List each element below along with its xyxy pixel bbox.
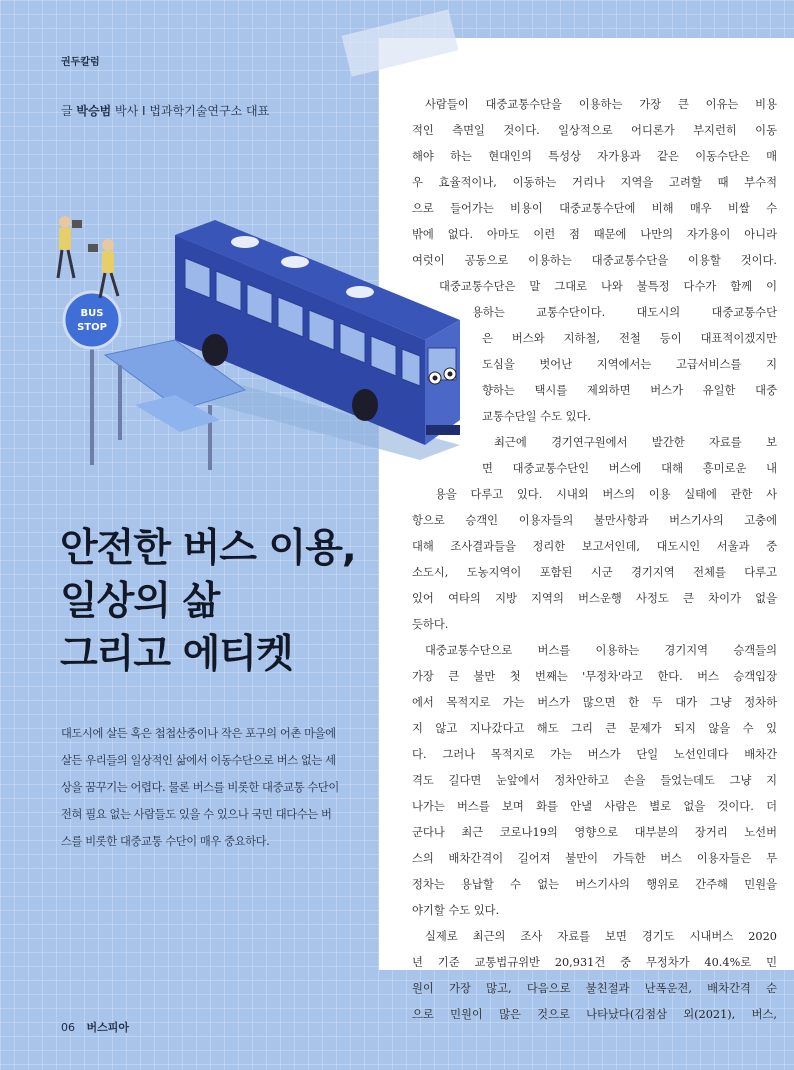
roof-vent (346, 286, 374, 298)
body-line: 격도 길다면 눈앞에서 정차안하고 손을 들었는데도 그냥 지 (412, 774, 777, 787)
bus-stop-sign (64, 292, 120, 348)
body-line: 밖에 없다. 아마도 이런 점 때문에 나만의 자가용이 아니라 (412, 228, 777, 241)
body-line: 가장 큰 불만 첫 번째는 '무정차'라고 한다. 버스 승객입장 (412, 670, 777, 683)
body-line: 소도시, 도농지역이 포함된 시군 경기지역 전체를 다루고 (412, 566, 777, 579)
body-line: 지 않고 지나갔다고 해도 그리 큰 문제가 되지 않을 수 있 (412, 722, 777, 735)
byline-author: 박승범 (76, 104, 112, 118)
body-line: 군다나 최근 코로나19의 영향으로 대부분의 장거리 노선버 (412, 826, 777, 839)
body-line: 다. 그러나 목적지로 가는 버스가 단일 노선인데다 배차간 (412, 748, 777, 761)
magazine-name: 버스피아 (86, 1021, 130, 1034)
section-tag: 권두칼럼 (61, 57, 100, 68)
body-line: 은 버스와 지하철, 전철 등이 대표적이겠지만 (482, 332, 777, 345)
roof-vent (281, 256, 309, 268)
byline (61, 102, 269, 119)
body-line: 에서 목적지로 가는 버스가 많으면 한 두 대가 그냥 정차하 (412, 696, 777, 709)
body-line: 년 기준 교통법규위반 20,931건 중 무정차가 40.4%로 민 (412, 956, 777, 969)
body-line: 스의 배차간격이 길어져 불만이 가득한 버스 이용자들은 무 (412, 852, 777, 865)
body-line: 면 대중교통수단인 버스에 대해 흥미로운 내 (482, 462, 777, 475)
body-line: 해야 하는 현대인의 특성상 자가용과 같은 이동수단은 매 (412, 150, 777, 163)
body-line: 도심을 벗어난 지역에서는 고급서비스를 지 (482, 358, 777, 371)
sign-text-bus: BUS (80, 308, 104, 319)
body-line: 대해 조사결과들을 정리한 보고서인데, 대도시인 서울과 중 (412, 540, 777, 553)
body-line: 실제로 최근의 조사 자료를 보면 경기도 시내버스 2020 (425, 930, 777, 943)
body-line: 최근에 경기연구원에서 발간한 자료를 보 (494, 436, 777, 449)
page-footer (61, 1019, 129, 1035)
body-line: 원이 가장 많고, 다음으로 불친절과 난폭운전, 배차간격 순 (412, 982, 777, 995)
bus-bumper (426, 425, 460, 435)
bus-stop-illustration (30, 200, 470, 490)
body-line: 나가는 버스를 보며 화를 안낼 사람은 별로 없을 것이다. 더 (412, 800, 777, 813)
body-line: 여럿이 공동으로 이용하는 대중교통수단을 이용할 것이다. (412, 254, 777, 267)
sign-text-stop: STOP (77, 322, 107, 333)
roof-vent (231, 236, 259, 248)
body-line: 용하는 교통수단이다. 대도시의 대중교통수단 (472, 306, 777, 319)
body-line: 야기할 수도 있다. (412, 904, 500, 917)
title-line: 그리고 에티켓 (60, 632, 293, 677)
byline-degree: 박사 (115, 104, 139, 118)
page-number: 06 (61, 1021, 75, 1034)
bus-wheel (352, 389, 378, 421)
body-line: 용을 다루고 있다. 시내외 버스의 이용 실태에 관한 사 (435, 488, 777, 501)
title-line: 일상의 삶 (60, 579, 220, 624)
byline-separator: I (142, 104, 146, 118)
title-line: 안전한 버스 이용, (60, 526, 356, 571)
byline-affiliation: 법과학기술연구소 대표 (149, 104, 270, 118)
body-line: 적인 측면일 것이다. 일상적으로 어디론가 부지런히 이동 (412, 124, 777, 137)
body-line: 교통수단일 수도 있다. (482, 410, 591, 423)
bus-window (402, 349, 420, 386)
body-line: 대중교통수단은 말 그대로 나와 불특정 다수가 함께 이 (439, 280, 777, 293)
person-figure (88, 239, 118, 298)
body-line: 항으로 승객인 이용자들의 불만사항과 버스기사의 고충에 (412, 514, 777, 527)
body-line: 있어 여타의 지방 지역의 버스운행 사정도 큰 차이가 없을 (412, 592, 777, 605)
body-line: 사람들이 대중교통수단을 이용하는 가장 큰 이유는 비용 (425, 98, 777, 111)
body-line: 듯하다. (412, 618, 449, 631)
body-line: 으로 들어가는 비용이 대중교통수단에 비해 매우 비쌀 수 (412, 202, 777, 215)
body-line: 우 효율적이나, 이동하는 거리나 지역을 고려할 때 부수적 (412, 176, 777, 189)
body-line: 정차는 용납할 수 없는 버스기사의 행위로 간주해 민원을 (412, 878, 777, 891)
intro-paragraph: 대도시에 살든 혹은 첩첩산중이나 작은 포구의 어촌 마을에 살든 우리들의 일상적인 삶에서 이동수단으로 버스 없는 세상을 꿈꾸기는 어렵다. 물론 버스를 비롯한 대중교통 수단이 전혀 필요 없는 사람들도 있을 수 있으나 국민 대다수는 버스를 비롯한 대중교통 수단이 매우 중요하다. (61, 727, 339, 848)
body-line: 대중교통수단으로 버스를 이용하는 경기지역 승객들의 (425, 644, 777, 657)
body-line: 향하는 택시를 제외하면 버스가 유일한 대중 (482, 384, 777, 397)
bus-wheel (202, 334, 228, 366)
person-figure (58, 216, 82, 278)
article-title (60, 522, 356, 681)
body-line: 으로 민원이 많은 것으로 나타났다(김점삼 외(2021), 버스, (412, 1008, 777, 1021)
byline-prefix: 글 (61, 104, 73, 118)
